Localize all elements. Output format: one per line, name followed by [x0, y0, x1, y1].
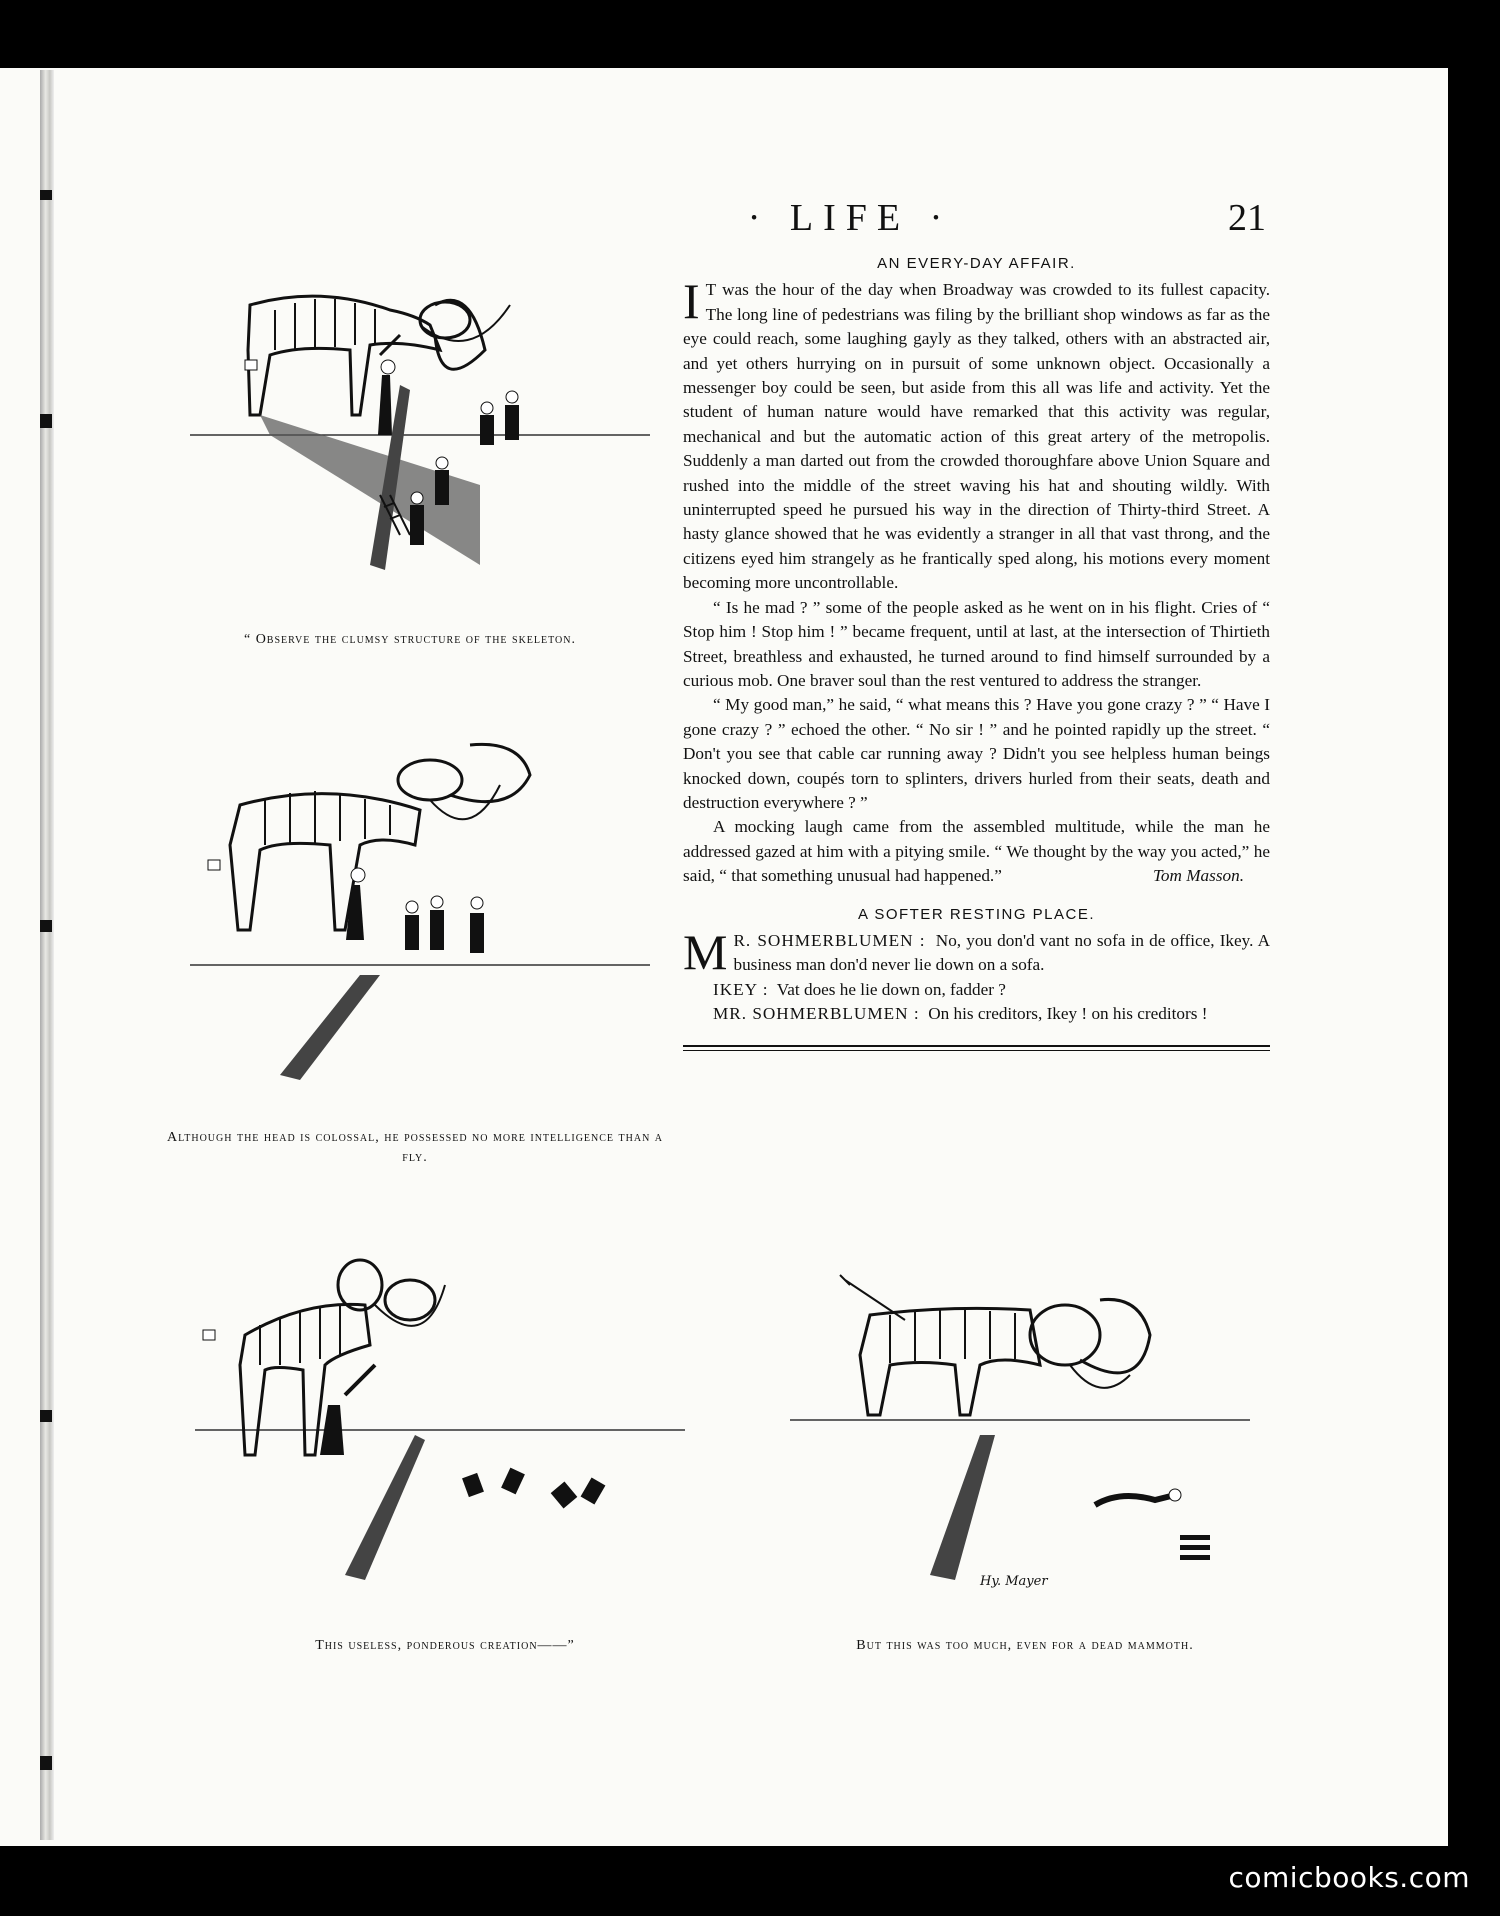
- paragraph-text: A mocking laugh came from the assembled multitude, while the man he addressed gazed at him with a pitying smile. “ We thought by the way you acted,” he said, “ that something unusual had happened.”: [683, 817, 1270, 886]
- paragraph: [683, 815, 1270, 888]
- binding-mark: [40, 920, 52, 932]
- illustration-panel-1: [180, 265, 660, 615]
- masthead: · LIFE ·: [747, 197, 953, 239]
- dialogue-text: On his creditors, Ikey ! on his creditors !: [928, 1004, 1208, 1024]
- paragraph: “ Is he mad ? ” some of the people asked as he went on in his flight. Cries of “ Stop him ! Stop him ! ” became frequent, until at last, at the intersection of Thirtieth Street, breathless and exhausted, he turned around to find himself surrounded by a curious mob. One braver soul than the rest ventured to address the stranger.: [683, 597, 1270, 690]
- binding-mark: [40, 1756, 52, 1770]
- speaker-label: R. SOHMERBLUMEN :: [733, 930, 926, 950]
- illustration-caption: But this was too much, even for a dead mammoth.: [856, 1638, 1194, 1653]
- binding-mark: [40, 1410, 52, 1422]
- watermark: comicbooks.com: [1228, 1861, 1470, 1894]
- article-title: A SOFTER RESTING PLACE.: [857, 905, 1096, 923]
- section-divider: [683, 1045, 1270, 1051]
- article-title: AN EVERY-DAY AFFAIR.: [877, 255, 1076, 272]
- illustration-panel-3: [185, 1245, 705, 1585]
- illustration-caption: This useless, ponderous creation——”: [315, 1638, 575, 1653]
- speaker-label: MR. SOHMERBLUMEN :: [713, 1004, 920, 1024]
- dialogue-text: Vat does he lie down on, fadder ?: [776, 979, 1006, 999]
- paragraph: [683, 978, 1270, 1002]
- paragraph: [683, 923, 1271, 980]
- drop-cap: I: [683, 273, 700, 330]
- dialogue-text: No, you don'd vant no sofa in de office, Ikey. A business man don'd never lie down on a sofa.: [733, 930, 1271, 975]
- illustration-caption: Although the head is colossal, he possessed no more intelligence than a fly.: [166, 1130, 664, 1165]
- binding-spine: [40, 70, 54, 1840]
- artist-signature: Hy. Mayer: [980, 1574, 1048, 1589]
- text-column: [683, 252, 1270, 1051]
- mammoth-skeleton-illustration: [180, 735, 660, 1095]
- speaker-label: IKEY :: [713, 979, 769, 999]
- illustration-panel-2: [180, 735, 660, 1095]
- paragraph-text: T was the hour of the day when Broadway was crowded to its fullest capacity. The long line of pedestrians was filing by the brilliant shop windows as far as the eye could reach, some laughing gayly as they talked, others with an abstracted air, and yet others hurrying on in pursuit of some unknown object. Occasionally a messenger boy could be seen, but aside from this all was life and activity. Yet the student of human nature would have remarked that this activity was regular, mechanical and but the automatic action of this great artery of the metropolis. Suddenly a man darted out from the crowded thoroughfare above Union Square and rushed into the middle of the street waving his hat and shouting wildly. With uninterrupted speed he pursued his way in the direction of Thirty-third Street. A hasty glance showed that he was evidently a stranger in all that vast throng, and the citizens eyed him strangely as he frantically sped along, his motions every moment becoming more uncontrollable.: [683, 280, 1270, 593]
- paragraph: [683, 273, 1270, 595]
- paragraph: [683, 1002, 1270, 1026]
- binding-mark: [40, 414, 52, 428]
- page-number: 21: [1228, 197, 1266, 239]
- paragraph: “ My good man,” he said, “ what means this ? Have you gone crazy ? ” “ Have I gone crazy ? ” echoed the other. “ No sir ! ” and he pointed rapidly up the street. “ Don't you see that cable car running away ? Didn't you see helpless human beings knocked down, coupés torn to splinters, drivers hurled from their seats, death and destruction everywhere ? ”: [683, 695, 1270, 812]
- illustration-panel-4: [780, 1255, 1260, 1595]
- mammoth-skeleton-illustration: [180, 265, 660, 615]
- mammoth-skeleton-illustration: [185, 1245, 705, 1585]
- illustration-caption: “ Observe the clumsy structure of the skeleton.: [243, 632, 577, 647]
- binding-mark: [40, 190, 52, 200]
- drop-cap: M: [683, 923, 728, 980]
- mammoth-skeleton-illustration: [780, 1255, 1260, 1595]
- author-signature: Tom Masson.: [1152, 866, 1244, 886]
